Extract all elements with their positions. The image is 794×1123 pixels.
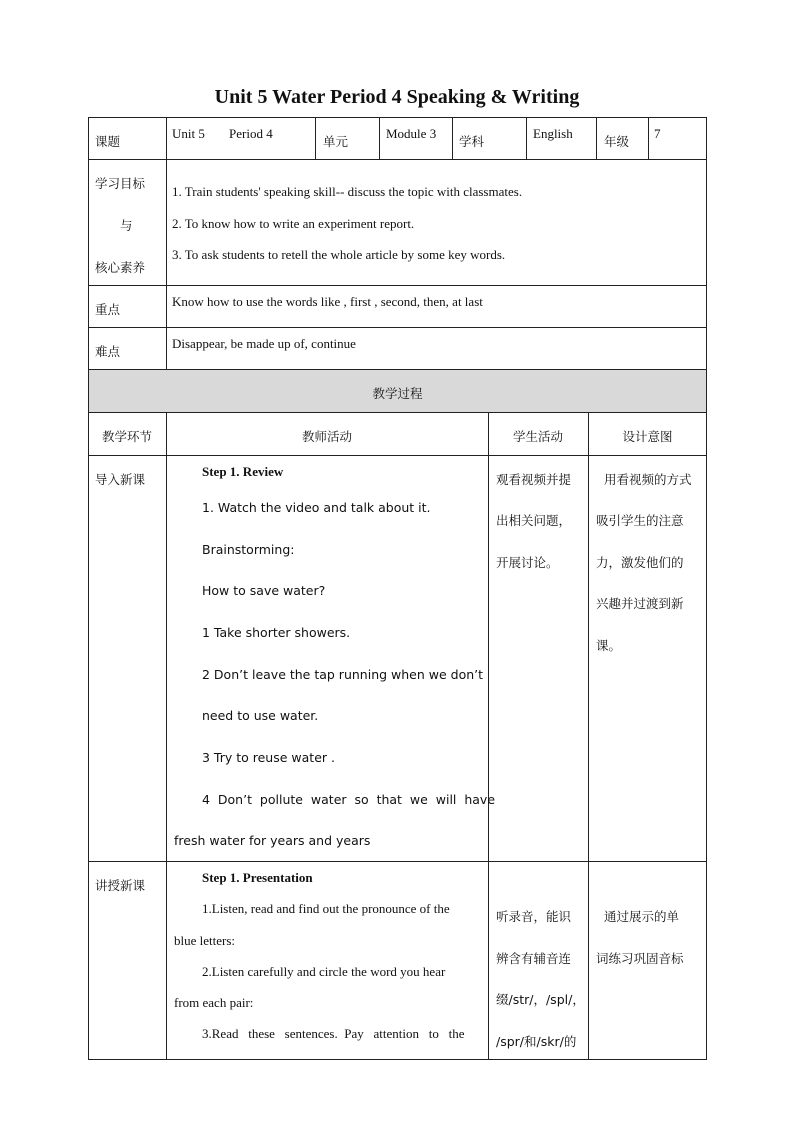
student-activity-line: 观看视频并提 xyxy=(496,472,572,487)
col-divider xyxy=(648,117,649,159)
col-divider xyxy=(588,412,589,1060)
student-activity-line: 开展讨论。 xyxy=(496,555,559,570)
grade-value: 7 xyxy=(654,126,661,141)
teacher-line: fresh water for years and years xyxy=(174,833,371,848)
teacher-line: Brainstorming: xyxy=(202,542,295,557)
key-points-label: 重点 xyxy=(95,302,121,317)
row-divider xyxy=(88,455,707,456)
design-intent-line: 通过展示的单 xyxy=(596,909,679,924)
difficult-points-text: Disappear, be made up of, continue xyxy=(172,336,356,351)
teacher-line: 1. Watch the video and talk about it. xyxy=(202,500,431,515)
row-divider xyxy=(88,369,707,370)
stage-intro: 导入新课 xyxy=(95,472,146,487)
teacher-line: 1.Listen, read and find out the pronounce of the xyxy=(202,901,450,916)
subject-value: English xyxy=(533,126,573,141)
process-header: 教学过程 xyxy=(372,386,423,401)
student-activity-line: 出相关问题， xyxy=(496,513,572,528)
col-divider xyxy=(166,412,167,1060)
objectives-label-2: 与 xyxy=(120,218,133,233)
objective-item: 1. Train students' speaking skill-- discuss the topic with classmates. xyxy=(172,184,523,199)
student-activity-line: 听录音，能识 xyxy=(496,909,572,924)
subject-label: 学科 xyxy=(459,134,485,149)
design-intent-line: 力，激发他们的 xyxy=(596,555,684,570)
difficult-points-label: 难点 xyxy=(95,344,121,359)
design-intent-line: 兴趣并过渡到新 xyxy=(596,596,684,611)
col-divider xyxy=(166,117,167,369)
col-header-teacher: 教师活动 xyxy=(301,429,352,444)
design-intent-line: 用看视频的方式 xyxy=(596,472,692,487)
col-divider xyxy=(526,117,527,159)
row-divider xyxy=(88,159,707,160)
teacher-line: 2.Listen carefully and circle the word you hear xyxy=(202,964,446,979)
teacher-line: 2 Don’t leave the tap running when we don’t xyxy=(202,667,484,682)
course-period: Period 4 xyxy=(229,126,273,141)
row-divider xyxy=(88,412,707,413)
design-intent-line: 课。 xyxy=(596,638,622,653)
col-divider xyxy=(452,117,453,159)
unit-value: Module 3 xyxy=(386,126,437,141)
col-divider xyxy=(379,117,380,159)
student-activity-line: 缀/str/，/spl/， xyxy=(496,992,585,1007)
col-divider xyxy=(596,117,597,159)
student-activity-line: /spr/和/skr/的 xyxy=(496,1034,577,1049)
teacher-line: How to save water? xyxy=(202,583,326,598)
objectives-label-3: 核心素养 xyxy=(95,260,146,275)
objective-item: 2. To know how to write an experiment report. xyxy=(172,216,415,231)
teacher-line: need to use water. xyxy=(202,708,319,723)
design-intent-line: 吸引学生的注意 xyxy=(596,513,684,528)
grade-label: 年级 xyxy=(604,134,630,149)
col-header-stage: 教学环节 xyxy=(101,429,152,444)
row-divider xyxy=(88,285,707,286)
teacher-line: 3 Try to reuse water . xyxy=(202,750,335,765)
row-divider xyxy=(88,861,707,862)
col-header-student: 学生活动 xyxy=(512,429,563,444)
design-intent-line: 词练习巩固音标 xyxy=(596,951,684,966)
step-title: Step 1. Presentation xyxy=(202,870,313,885)
teacher-line: 3.Read these sentences. Pay attention to the xyxy=(202,1026,465,1041)
objective-item: 3. To ask students to retell the whole article by some key words. xyxy=(172,247,506,262)
objectives-label-1: 学习目标 xyxy=(95,176,146,191)
course-label: 课题 xyxy=(95,134,121,149)
teacher-line: blue letters: xyxy=(174,933,236,948)
page-title: Unit 5 Water Period 4 Speaking & Writing xyxy=(214,86,580,108)
col-divider xyxy=(315,117,316,159)
course-unit: Unit 5 xyxy=(172,126,205,141)
teacher-line: 1 Take shorter showers. xyxy=(202,625,351,640)
stage-new-lesson: 讲授新课 xyxy=(95,878,146,893)
unit-label: 单元 xyxy=(323,134,349,149)
key-points-text: Know how to use the words like , first , second, then, at last xyxy=(172,294,483,309)
col-divider xyxy=(488,412,489,1060)
teacher-line: from each pair: xyxy=(174,995,254,1010)
col-header-design: 设计意图 xyxy=(622,429,673,444)
row-divider xyxy=(88,327,707,328)
student-activity-line: 辨含有辅音连 xyxy=(496,951,572,966)
step-title: Step 1. Review xyxy=(202,464,284,479)
teacher-line: 4 Don’t pollute water so that we will have xyxy=(202,792,496,807)
